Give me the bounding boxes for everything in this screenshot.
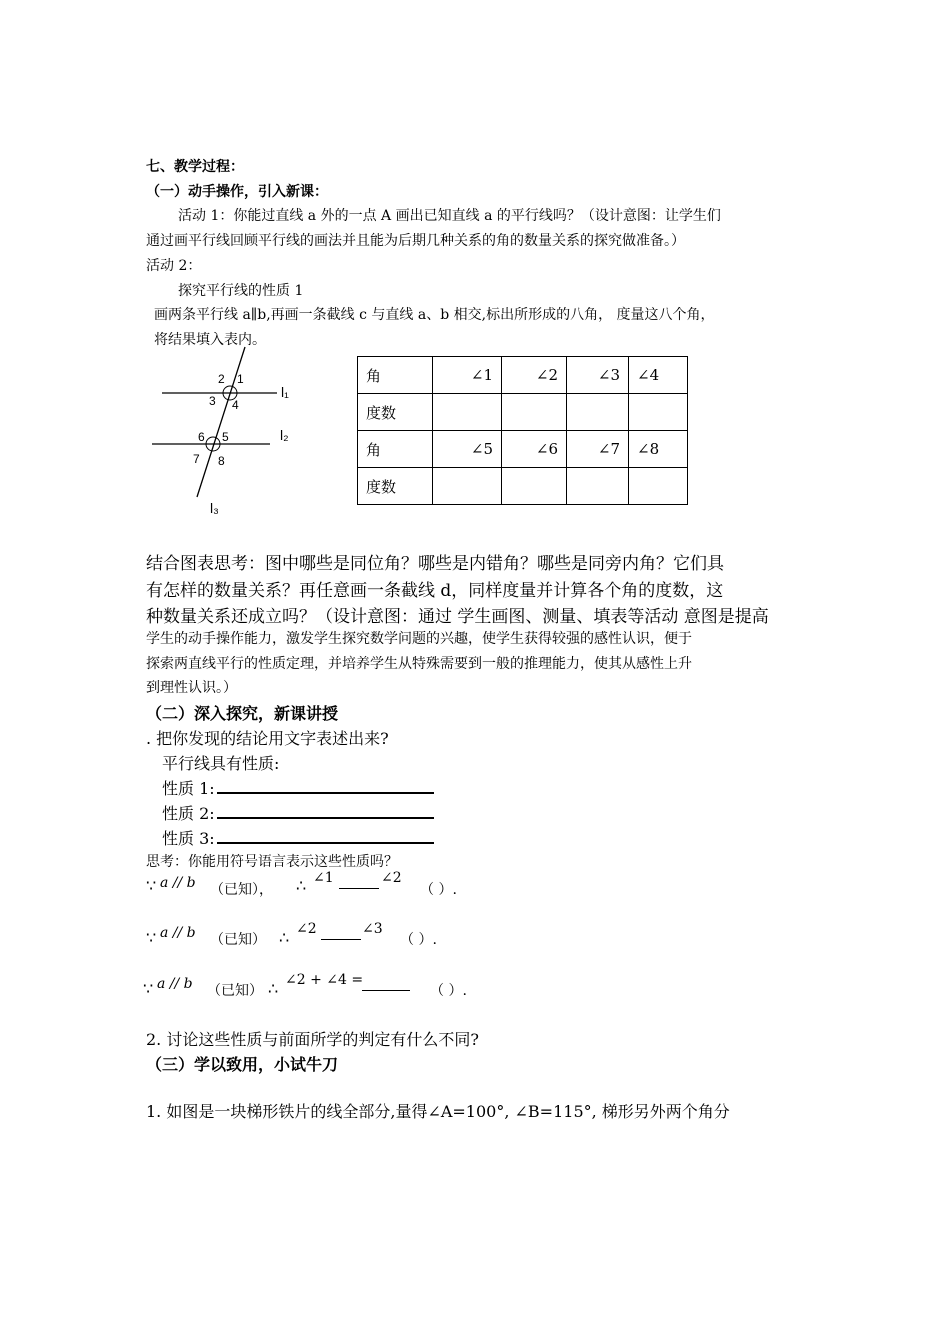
property-1-blank[interactable] bbox=[217, 792, 434, 794]
property-2-label: 性质 2: bbox=[162, 804, 215, 823]
known-note: （已知）， bbox=[210, 882, 273, 898]
property-1-label: 性质 1: bbox=[162, 779, 215, 798]
property-2-blank[interactable] bbox=[217, 817, 434, 819]
table-row bbox=[358, 468, 688, 505]
parallel-expression: a // b bbox=[160, 925, 196, 941]
activity1-text-cont: 通过画平行线回顾平行线的画法并且能为后期几种关系的角的数量关系的探究做准备。） bbox=[146, 233, 685, 249]
angle-label-6: 6 bbox=[198, 430, 205, 444]
property-3-label: 性质 3: bbox=[162, 829, 215, 848]
known-note: （已知） bbox=[207, 983, 263, 999]
think-text: 种数量关系还成立吗？（设计意图：通过 学生画图、测量、填表等活动 意图是提高 bbox=[146, 607, 769, 627]
angle-label-3: 3 bbox=[209, 394, 216, 408]
therefore-symbol: ∴ bbox=[296, 876, 307, 895]
table-row bbox=[358, 431, 688, 468]
angle-1: ∠1 bbox=[313, 870, 334, 886]
angle-2: ∠2 bbox=[296, 921, 317, 937]
line-label-l2: l₂ bbox=[280, 427, 289, 443]
angle-label-4: 4 bbox=[232, 398, 239, 412]
line-label-l3: l₃ bbox=[210, 500, 219, 516]
table-cell: 角 bbox=[358, 431, 433, 468]
table-row bbox=[358, 357, 688, 394]
table-cell: ∠4 bbox=[629, 357, 688, 394]
explore-title: 探究平行线的性质 1 bbox=[178, 283, 304, 299]
table-cell: ∠5 bbox=[433, 431, 502, 468]
table-cell bbox=[567, 394, 629, 431]
table-cell bbox=[567, 468, 629, 505]
reason-blank-2[interactable]: （ ）. bbox=[400, 932, 437, 948]
angle-2: ∠2 bbox=[381, 870, 402, 886]
reason-blank-3[interactable]: （ ）. bbox=[430, 983, 467, 999]
angle-sum-expression: ∠2 + ∠4 = bbox=[285, 972, 364, 988]
sum-blank[interactable] bbox=[362, 990, 410, 991]
section2-title: （二）深入探究，新课讲授 bbox=[146, 704, 339, 723]
table-cell: ∠6 bbox=[502, 431, 567, 468]
therefore-symbol: ∴ bbox=[279, 928, 290, 947]
think-text: 有怎样的数量关系？再任意画一条截线 d，同样度量并计算各个角的度数，这 bbox=[146, 581, 724, 601]
section1-title: （一）动手操作，引入新课： bbox=[146, 184, 328, 200]
because-symbol: ∵ bbox=[146, 876, 157, 895]
because-symbol: ∵ bbox=[143, 979, 154, 998]
think-text: 学生的动手操作能力，激发学生探究数学问题的兴趣，使学生获得较强的感性认识，便于 bbox=[146, 631, 692, 647]
angle-label-5: 5 bbox=[222, 430, 229, 444]
table-cell: ∠7 bbox=[567, 431, 629, 468]
relation-blank-2[interactable] bbox=[321, 939, 361, 940]
table-cell bbox=[502, 468, 567, 505]
angle-label-2: 2 bbox=[218, 372, 225, 386]
section-heading: 七、教学过程： bbox=[146, 159, 244, 175]
parallel-expression: a // b bbox=[157, 976, 193, 992]
table-cell: 角 bbox=[358, 357, 433, 394]
activity2-label: 活动 2： bbox=[146, 258, 202, 274]
think-text: 到理性认识。） bbox=[146, 680, 237, 696]
think-symbol: 思考：你能用符号语言表示这些性质吗？ bbox=[146, 854, 398, 870]
activity1-text: 活动 1：你能过直线 a 外的一点 A 画出已知直线 a 的平行线吗？（设计意图：让学生们 bbox=[178, 208, 721, 224]
props-intro: 平行线具有性质: bbox=[162, 754, 280, 773]
table-cell: 度数 bbox=[358, 394, 433, 431]
table-cell: ∠1 bbox=[433, 357, 502, 394]
angle-3: ∠3 bbox=[362, 921, 383, 937]
angle-measure-table bbox=[357, 356, 688, 505]
question-1: . 把你发现的结论用文字表述出来? bbox=[146, 729, 389, 748]
relation-blank-1[interactable] bbox=[339, 888, 379, 889]
parallel-expression: a // b bbox=[160, 875, 196, 891]
question-2: 2. 讨论这些性质与前面所学的判定有什么不同? bbox=[146, 1030, 479, 1049]
practice-question-1: 1. 如图是一块梯形铁片的线全部分,量得∠A=100°, ∠B=115°, 梯形另外两个角分 bbox=[146, 1102, 730, 1121]
table-cell: ∠2 bbox=[502, 357, 567, 394]
parallel-lines-figure bbox=[140, 345, 320, 520]
reason-blank-1[interactable]: （ ）. bbox=[420, 882, 457, 898]
think-text: 探索两直线平行的性质定理，并培养学生从特殊需要到一般的推理能力，使其从感性上升 bbox=[146, 656, 692, 672]
table-cell bbox=[433, 394, 502, 431]
table-cell: 度数 bbox=[358, 468, 433, 505]
property-3-blank[interactable] bbox=[217, 842, 434, 844]
table-cell bbox=[502, 394, 567, 431]
line-label-l1: l₁ bbox=[281, 384, 289, 400]
therefore-symbol: ∴ bbox=[268, 979, 279, 998]
section3-title: （三）学以致用，小试牛刀 bbox=[146, 1055, 339, 1074]
because-symbol: ∵ bbox=[146, 928, 157, 947]
table-cell: ∠3 bbox=[567, 357, 629, 394]
table-cell bbox=[629, 394, 688, 431]
angle-label-7: 7 bbox=[193, 452, 200, 466]
table-row bbox=[358, 394, 688, 431]
draw-instruction-cont: 将结果填入表内。 bbox=[154, 332, 266, 348]
angle-label-8: 8 bbox=[218, 454, 225, 468]
table-cell bbox=[629, 468, 688, 505]
draw-instruction: 画两条平行线 a∥b,再画一条截线 c 与直线 a、b 相交,标出所形成的八角， 度量这八个角， bbox=[154, 307, 715, 323]
angle-label-1: 1 bbox=[237, 372, 244, 386]
table-cell: ∠8 bbox=[629, 431, 688, 468]
think-text: 结合图表思考：图中哪些是同位角？哪些是内错角？哪些是同旁内角？它们具 bbox=[146, 554, 724, 574]
table-cell bbox=[433, 468, 502, 505]
known-note: （已知） bbox=[210, 932, 266, 948]
